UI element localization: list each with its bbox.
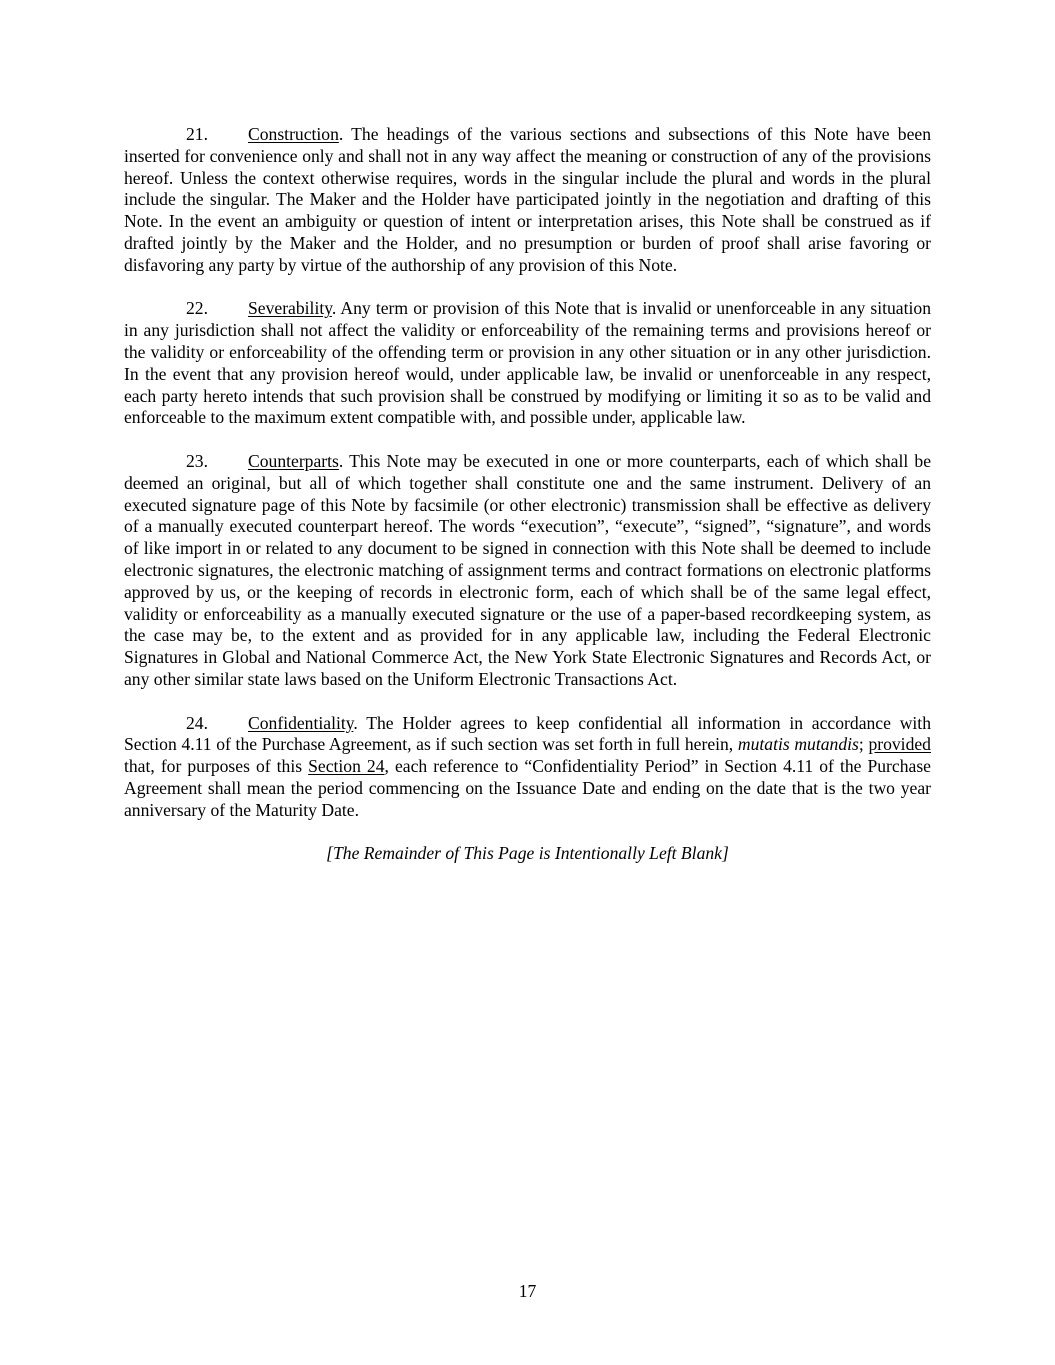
section-text: . The Holder agrees to keep confidential all information in accordance with Section 4.11 of the Purchase Agreement, as if such section was set forth in full herein, (124, 712, 931, 755)
section-reference: Section 24 (308, 756, 385, 777)
section-heading: Construction (248, 124, 339, 144)
latin-phrase: mutatis mutandis (737, 734, 859, 755)
section-text: , each reference to “Confidentiality Period” in Section 4.11 of the Purchase Agreement shall mean the period commencing on the Issuance Date and ending on the date that is the two year anniversary of the Maturity Date. (124, 756, 931, 820)
closing-note: [The Remainder of This Page is Intentionally Left Blank] (326, 843, 729, 864)
section-text: ; (858, 734, 869, 755)
section-23-paragraph (124, 451, 931, 691)
document-page (124, 124, 931, 883)
section-heading: Confidentiality (248, 712, 354, 733)
section-number: 23. (186, 450, 208, 471)
section-text: . This Note may be executed in one or more counterparts, each of which shall be deemed an original, but all of which together shall constitute one and the same instrument. Delivery of an executed signature page of this Note by facsimile (or other electronic) transmission shall be effective as delivery of a manually executed counterpart hereof. The words “execution”, “execute”, “signed”, “signature”, and words of like import in or related to any document to be signed in connection with this Note shall be deemed to include electronic signatures, the electronic matching of assignment terms and contract formations on electronic platforms approved by us, or the keeping of records in electronic form, each of which shall be of the same legal effect, validity or enforceability as a manually executed signature or the use of a paper-based recordkeeping system, as the case may be, to the extent and as provided for in any applicable law, including the Federal Electronic Signatures in Global and National Commerce Act, the New York State Electronic Signatures and Records Act, or any other similar state laws based on the Uniform Electronic Transactions Act. (124, 450, 931, 689)
section-text: . The headings of the various sections and subsections of this Note have been inserted for convenience only and shall not in any way affect the meaning or construction of any of the provisions hereof. Unless the context otherwise requires, words in the singular include the plural and words in the plural include the singular. The Maker and the Holder have participated jointly in the negotiation and drafting of this Note. In the event an ambiguity or question of intent or interpretation arises, this Note shall be construed as if drafted jointly by the Maker and the Holder, and no presumption or burden of proof shall arise favoring or disfavoring any party by virtue of the authorship of any provision of this Note. (124, 124, 931, 275)
section-number: 22. (186, 298, 208, 319)
section-24-paragraph (124, 713, 931, 822)
section-22-paragraph (124, 298, 931, 429)
provided-term: provided (868, 734, 931, 755)
section-heading: Counterparts (248, 450, 339, 471)
page-number: 17 (518, 1281, 537, 1301)
section-heading: Severability (248, 298, 332, 319)
section-number: 24. (186, 712, 208, 733)
section-text: . Any term or provision of this Note that is invalid or unenforceable in any situation in any jurisdiction shall not affect the validity or enforceability of the remaining terms and provisions hereof or the validity or enforceability of the offending term or provision in any other situation or in any other jurisdiction. In the event that any provision hereof would, under applicable law, be invalid or unenforceable in any respect, each party hereto intends that such provision shall be construed by modifying or limiting it so as to be valid and enforceable to the maximum extent compatible with, and possible under, applicable law. (124, 298, 931, 428)
section-number: 21. (186, 124, 208, 144)
section-21-paragraph (124, 124, 931, 277)
section-text: that, for purposes of this (124, 756, 309, 777)
